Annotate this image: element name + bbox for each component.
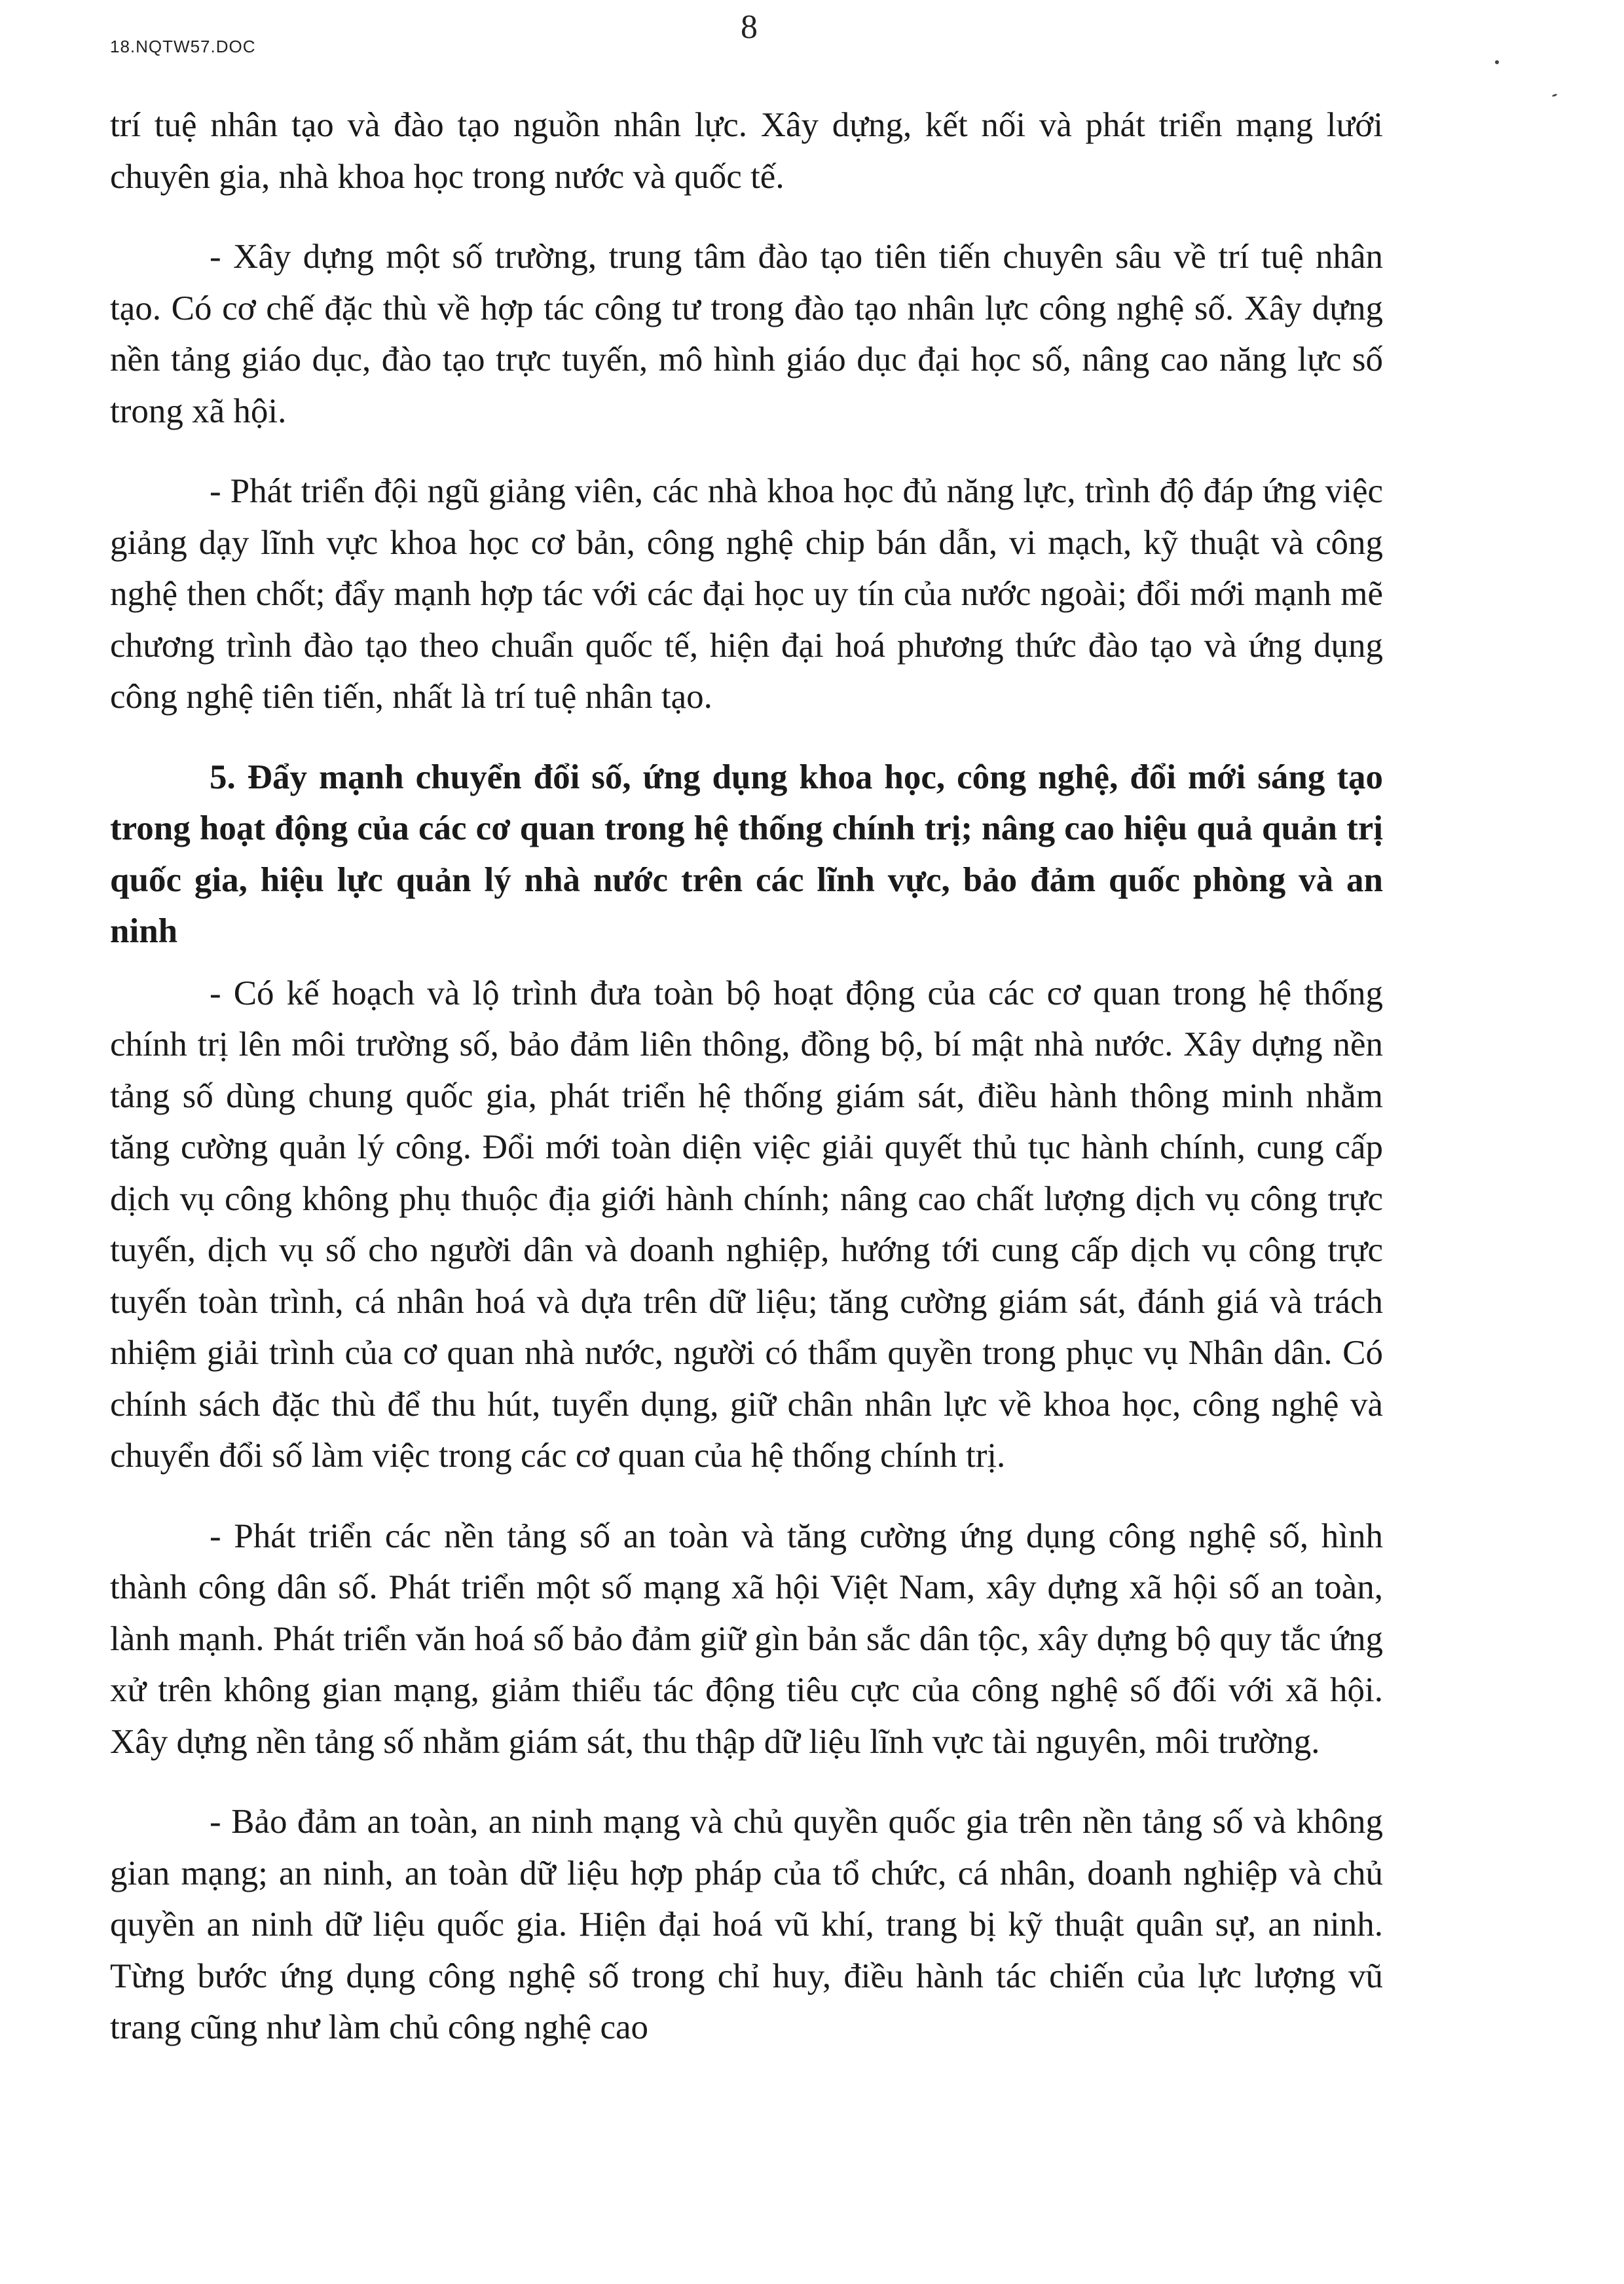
section-heading-5: 5. Đẩy mạnh chuyển đổi số, ứng dụng khoa học, công nghệ, đổi mới sáng tạo trong hoạt động của các cơ quan trong hệ thống chính trị; nâng cao hiệu quả quản trị quốc gia, hiệu lực quản lý nhà nước trên các lĩnh vực, bảo đảm quốc phòng và an ninh	[110, 758, 1383, 950]
paragraph-continuation: trí tuệ nhân tạo và đào tạo nguồn nhân lực. Xây dựng, kết nối và phát triển mạng lưới chuyên gia, nhà khoa học trong nước và quốc tế.	[110, 106, 1383, 196]
page-number: 8	[741, 9, 758, 46]
paragraph-digital-government: - Có kế hoạch và lộ trình đưa toàn bộ hoạt động của các cơ quan trong hệ thống chính trị lên môi trường số, bảo đảm liên thông, đồng bộ, bí mật nhà nước. Xây dựng nền tảng số dùng chung quốc gia, phát triển hệ thống giám sát, điều hành thông minh nhằm tăng cường quản lý công. Đổi mới toàn diện việc giải quyết thủ tục hành chính, cung cấp dịch vụ công không phụ thuộc địa giới hành chính; nâng cao chất lượng dịch vụ công trực tuyến, dịch vụ số cho người dân và doanh nghiệp, hướng tới cung cấp dịch vụ công trực tuyến toàn trình, cá nhân hoá và dựa trên dữ liệu; tăng cường giám sát, đánh giá và trách nhiệm giải trình của cơ quan nhà nước, người có thẩm quyền trong phục vụ Nhân dân. Có chính sách đặc thù để thu hút, tuyển dụng, giữ chân nhân lực về khoa học, công nghệ và chuyển đổi số làm việc trong các cơ quan của hệ thống chính trị.	[110, 974, 1383, 1475]
scan-speck	[1495, 60, 1499, 64]
paragraph-lecturers: - Phát triển đội ngũ giảng viên, các nhà khoa học đủ năng lực, trình độ đáp ứng việc giảng dạy lĩnh vực khoa học cơ bản, công nghệ chip bán dẫn, vi mạch, kỹ thuật và công nghệ then chốt; đẩy mạnh hợp tác với các đại học uy tín của nước ngoài; đổi mới mạnh mẽ chương trình đào tạo theo chuẩn quốc tế, hiện đại hoá phương thức đào tạo và ứng dụng công nghệ tiên tiến, nhất là trí tuệ nhân tạo.	[110, 472, 1383, 716]
document-body	[110, 100, 1383, 2082]
scan-speck	[1552, 94, 1558, 98]
paragraph-digital-platforms: - Phát triển các nền tảng số an toàn và tăng cường ứng dụng công nghệ số, hình thành công dân số. Phát triển một số mạng xã hội Việt Nam, xây dựng xã hội số an toàn, lành mạnh. Phát triển văn hoá số bảo đảm giữ gìn bản sắc dân tộc, xây dựng bộ quy tắc ứng xử trên không gian mạng, giảm thiểu tác động tiêu cực của công nghệ số đối với xã hội. Xây dựng nền tảng số nhằm giám sát, thu thập dữ liệu lĩnh vực tài nguyên, môi trường.	[110, 1517, 1383, 1761]
paragraph-training-centers: - Xây dựng một số trường, trung tâm đào tạo tiên tiến chuyên sâu về trí tuệ nhân tạo. Có cơ chế đặc thù về hợp tác công tư trong đào tạo nhân lực công nghệ số. Xây dựng nền tảng giáo dục, đào tạo trực tuyến, mô hình giáo dục đại học số, nâng cao năng lực số trong xã hội.	[110, 238, 1383, 430]
file-label: 18.NQTW57.DOC	[110, 37, 256, 56]
paragraph-cyber-security: - Bảo đảm an toàn, an ninh mạng và chủ quyền quốc gia trên nền tảng số và không gian mạng; an ninh, an toàn dữ liệu hợp pháp của tổ chức, cá nhân, doanh nghiệp và chủ quyền an ninh dữ liệu quốc gia. Hiện đại hoá vũ khí, trang bị kỹ thuật quân sự, an ninh. Từng bước ứng dụng công nghệ số trong chỉ huy, điều hành tác chiến của lực lượng vũ trang cũng như làm chủ công nghệ cao	[110, 1803, 1383, 2046]
